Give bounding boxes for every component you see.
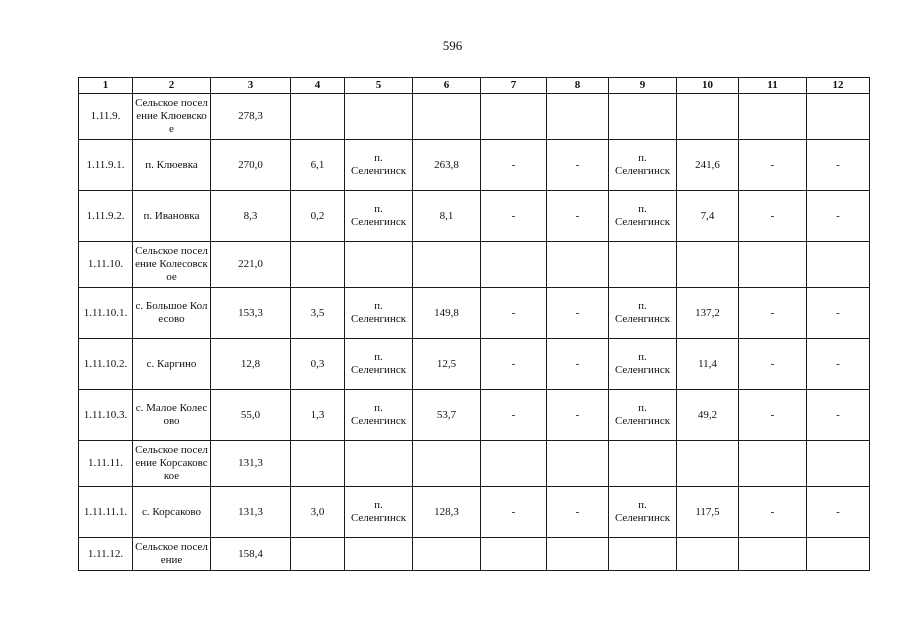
table-row [79,94,870,140]
col10-cell: 49,2 [677,390,739,441]
col10-cell [677,441,739,487]
settlement-name-cell: с. Большое Колесово [133,288,211,339]
row-code-cell: 1.11.9. [79,94,133,140]
col10-cell: 241,6 [677,140,739,191]
col10-cell [677,94,739,140]
col11-cell: - [739,288,807,339]
settlement-name-cell: Сельское поселение Колесовское [133,242,211,288]
col8-cell: - [547,390,609,441]
col11-cell [739,94,807,140]
col11-cell: - [739,339,807,390]
col6-cell: 149,8 [413,288,481,339]
col12-cell: - [807,487,870,538]
column-header: 5 [345,78,413,94]
population-cell: 131,3 [211,441,291,487]
col5-cell [345,538,413,571]
col9-cell [609,538,677,571]
table-row [79,390,870,441]
table-row [79,288,870,339]
row-code-cell: 1.11.11. [79,441,133,487]
table-row [79,538,870,571]
col11-cell [739,242,807,288]
col7-cell [481,242,547,288]
col5-cell: п. Селенгинск [345,140,413,191]
col6-cell: 263,8 [413,140,481,191]
column-header: 6 [413,78,481,94]
population-cell: 8,3 [211,191,291,242]
col11-cell [739,441,807,487]
col12-cell [807,538,870,571]
row-code-cell: 1.11.9.2. [79,191,133,242]
settlement-name-cell: с. Малое Колесово [133,390,211,441]
col11-cell [739,538,807,571]
col8-cell [547,441,609,487]
col4-cell: 6,1 [291,140,345,191]
population-cell: 221,0 [211,242,291,288]
column-header: 9 [609,78,677,94]
settlement-name-cell: п. Клюевка [133,140,211,191]
col7-cell: - [481,191,547,242]
col8-cell [547,242,609,288]
col5-cell [345,94,413,140]
col6-cell [413,538,481,571]
row-code-cell: 1.11.10.1. [79,288,133,339]
column-header: 3 [211,78,291,94]
population-cell: 12,8 [211,339,291,390]
col9-cell [609,94,677,140]
col5-cell: п. Селенгинск [345,390,413,441]
col7-cell [481,538,547,571]
col5-cell [345,441,413,487]
col10-cell: 7,4 [677,191,739,242]
column-header: 4 [291,78,345,94]
col12-cell [807,94,870,140]
col5-cell: п. Селенгинск [345,191,413,242]
col4-cell: 0,2 [291,191,345,242]
col8-cell [547,94,609,140]
row-code-cell: 1.11.10.2. [79,339,133,390]
col10-cell: 137,2 [677,288,739,339]
col7-cell: - [481,288,547,339]
col4-cell [291,538,345,571]
settlement-name-cell: Сельское поселение Клюевское [133,94,211,140]
col6-cell [413,94,481,140]
table-row [79,441,870,487]
col12-cell: - [807,339,870,390]
population-cell: 278,3 [211,94,291,140]
col9-cell [609,441,677,487]
col10-cell [677,538,739,571]
col12-cell: - [807,288,870,339]
col9-cell: п. Селенгинск [609,191,677,242]
col8-cell [547,538,609,571]
population-cell: 55,0 [211,390,291,441]
data-table [78,77,870,571]
table-row [79,140,870,191]
col11-cell: - [739,140,807,191]
page-number: 596 [442,38,463,53]
col10-cell: 117,5 [677,487,739,538]
column-header: 1 [79,78,133,94]
col8-cell: - [547,339,609,390]
column-header: 11 [739,78,807,94]
col6-cell [413,441,481,487]
col6-cell: 53,7 [413,390,481,441]
settlement-name-cell: Сельское поселение [133,538,211,571]
col7-cell: - [481,339,547,390]
col8-cell: - [547,140,609,191]
population-cell: 270,0 [211,140,291,191]
col10-cell: 11,4 [677,339,739,390]
col7-cell [481,94,547,140]
row-code-cell: 1.11.12. [79,538,133,571]
population-cell: 153,3 [211,288,291,339]
table-row [79,487,870,538]
column-header: 2 [133,78,211,94]
col6-cell: 8,1 [413,191,481,242]
col4-cell [291,242,345,288]
col10-cell [677,242,739,288]
settlement-name-cell: п. Ивановка [133,191,211,242]
table-row [79,339,870,390]
col11-cell: - [739,390,807,441]
col12-cell: - [807,140,870,191]
col7-cell: - [481,390,547,441]
header-row [79,78,870,94]
col4-cell [291,94,345,140]
col12-cell [807,441,870,487]
col8-cell: - [547,191,609,242]
col9-cell: п. Селенгинск [609,390,677,441]
col6-cell: 12,5 [413,339,481,390]
table-body [79,94,870,571]
column-header: 8 [547,78,609,94]
col9-cell: п. Селенгинск [609,140,677,191]
col5-cell: п. Селенгинск [345,288,413,339]
population-cell: 131,3 [211,487,291,538]
col6-cell: 128,3 [413,487,481,538]
col7-cell: - [481,140,547,191]
table-row [79,242,870,288]
col4-cell [291,441,345,487]
col5-cell: п. Селенгинск [345,487,413,538]
col7-cell [481,441,547,487]
col5-cell [345,242,413,288]
col4-cell: 1,3 [291,390,345,441]
col12-cell: - [807,191,870,242]
row-code-cell: 1.11.10.3. [79,390,133,441]
col8-cell: - [547,288,609,339]
col5-cell: п. Селенгинск [345,339,413,390]
col9-cell [609,242,677,288]
col4-cell: 0,3 [291,339,345,390]
settlement-name-cell: с. Корсаково [133,487,211,538]
col11-cell: - [739,191,807,242]
col4-cell: 3,0 [291,487,345,538]
table-row [79,191,870,242]
column-header: 10 [677,78,739,94]
col6-cell [413,242,481,288]
col9-cell: п. Селенгинск [609,487,677,538]
col9-cell: п. Селенгинск [609,288,677,339]
settlement-name-cell: Сельское поселение Корсаковское [133,441,211,487]
col12-cell [807,242,870,288]
col4-cell: 3,5 [291,288,345,339]
col12-cell: - [807,390,870,441]
col11-cell: - [739,487,807,538]
col8-cell: - [547,487,609,538]
row-code-cell: 1.11.11.1. [79,487,133,538]
settlement-name-cell: с. Каргино [133,339,211,390]
population-cell: 158,4 [211,538,291,571]
row-code-cell: 1.11.10. [79,242,133,288]
col9-cell: п. Селенгинск [609,339,677,390]
column-header: 7 [481,78,547,94]
column-header: 12 [807,78,870,94]
col7-cell: - [481,487,547,538]
row-code-cell: 1.11.9.1. [79,140,133,191]
